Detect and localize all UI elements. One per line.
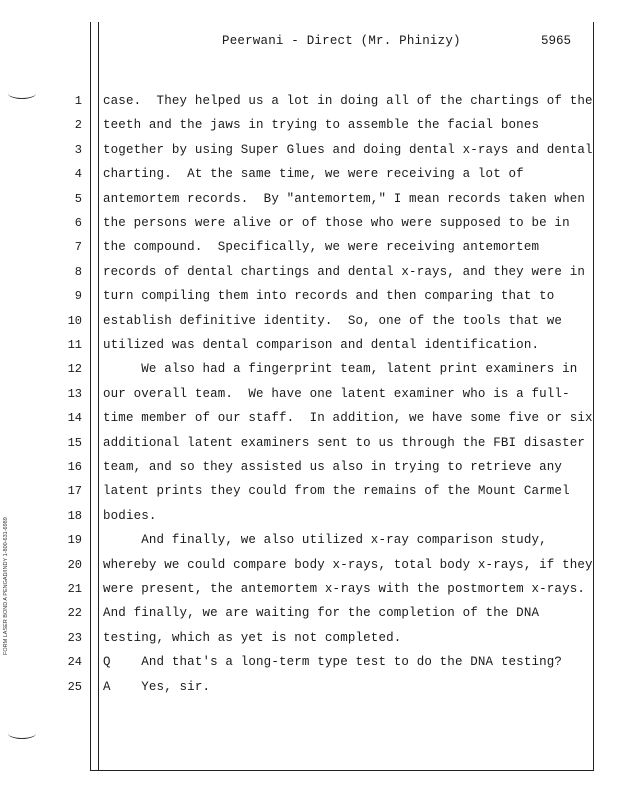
line-number: 15	[67, 436, 82, 450]
transcript-line: establish definitive identity. So, one of the tools that we	[103, 314, 563, 328]
transcript-line: antemortem records. By "antemortem," I mean records taken when	[103, 192, 586, 206]
binder-hole-bottom	[8, 728, 36, 739]
transcript-line: utilized was dental comparison and dental identification.	[103, 338, 540, 352]
line-number: 1	[74, 94, 82, 108]
transcript-line: whereby we could compare body x-rays, total body x-rays, if they	[103, 558, 593, 572]
line-number: 17	[67, 484, 82, 498]
transcript-line: our overall team. We have one latent examiner who is a full-	[103, 387, 570, 401]
line-number: 14	[67, 411, 82, 425]
transcript-line: team, and so they assisted us also in trying to retrieve any	[103, 460, 563, 474]
line-number: 4	[74, 167, 82, 181]
line-number: 8	[74, 265, 82, 279]
line-number: 16	[67, 460, 82, 474]
transcript-line: teeth and the jaws in trying to assemble the facial bones	[103, 118, 540, 132]
transcript-line: together by using Super Glues and doing dental x-rays and dental	[103, 143, 593, 157]
transcript-line: additional latent examiners sent to us through the FBI disaster	[103, 436, 586, 450]
line-number: 24	[67, 655, 82, 669]
transcript-line: And finally, we also utilized x-ray comparison study,	[103, 533, 547, 547]
transcript-line: the persons were alive or of those who were supposed to be in	[103, 216, 570, 230]
transcript-line: bodies.	[103, 509, 157, 523]
transcript-line: were present, the antemortem x-rays with the postmortem x-rays.	[103, 582, 586, 596]
line-number: 10	[67, 314, 82, 328]
line-number: 23	[67, 631, 82, 645]
page-header: Peerwani - Direct (Mr. Phinizy)	[222, 34, 461, 48]
line-number: 13	[67, 387, 82, 401]
line-number: 12	[67, 362, 82, 376]
transcript-line: A Yes, sir.	[103, 680, 211, 694]
line-number: 21	[67, 582, 82, 596]
line-number: 20	[67, 558, 82, 572]
line-number: 9	[74, 289, 82, 303]
transcript-line: And finally, we are waiting for the completion of the DNA	[103, 606, 540, 620]
line-number: 25	[67, 680, 82, 694]
line-number: 7	[74, 240, 82, 254]
binder-hole-top	[8, 88, 36, 99]
transcript-line: testing, which as yet is not completed.	[103, 631, 402, 645]
form-side-note: FORM LASER BOND A PENGAD/INDY 1-800-631-6989	[3, 517, 9, 655]
transcript-line: We also had a fingerprint team, latent print examiners in	[103, 362, 578, 376]
line-number: 2	[74, 118, 82, 132]
line-number: 19	[67, 533, 82, 547]
line-number: 11	[67, 338, 82, 352]
line-number: 3	[74, 143, 82, 157]
transcript-line: turn compiling them into records and then comparing that to	[103, 289, 555, 303]
line-number: 5	[74, 192, 82, 206]
transcript-line: records of dental chartings and dental x-rays, and they were in	[103, 265, 586, 279]
transcript-line: latent prints they could from the remains of the Mount Carmel	[103, 484, 570, 498]
transcript-line: the compound. Specifically, we were receiving antemortem	[103, 240, 540, 254]
line-number: 18	[67, 509, 82, 523]
transcript-line: time member of our staff. In addition, we have some five or six	[103, 411, 593, 425]
transcript-line: case. They helped us a lot in doing all of the chartings of the	[103, 94, 593, 108]
transcript-line: charting. At the same time, we were receiving a lot of	[103, 167, 524, 181]
line-number: 22	[67, 606, 82, 620]
transcript-line: Q And that's a long-term type test to do the DNA testing?	[103, 655, 563, 669]
line-number: 6	[74, 216, 82, 230]
page-number: 5965	[541, 34, 572, 48]
margin-rule	[98, 22, 99, 770]
